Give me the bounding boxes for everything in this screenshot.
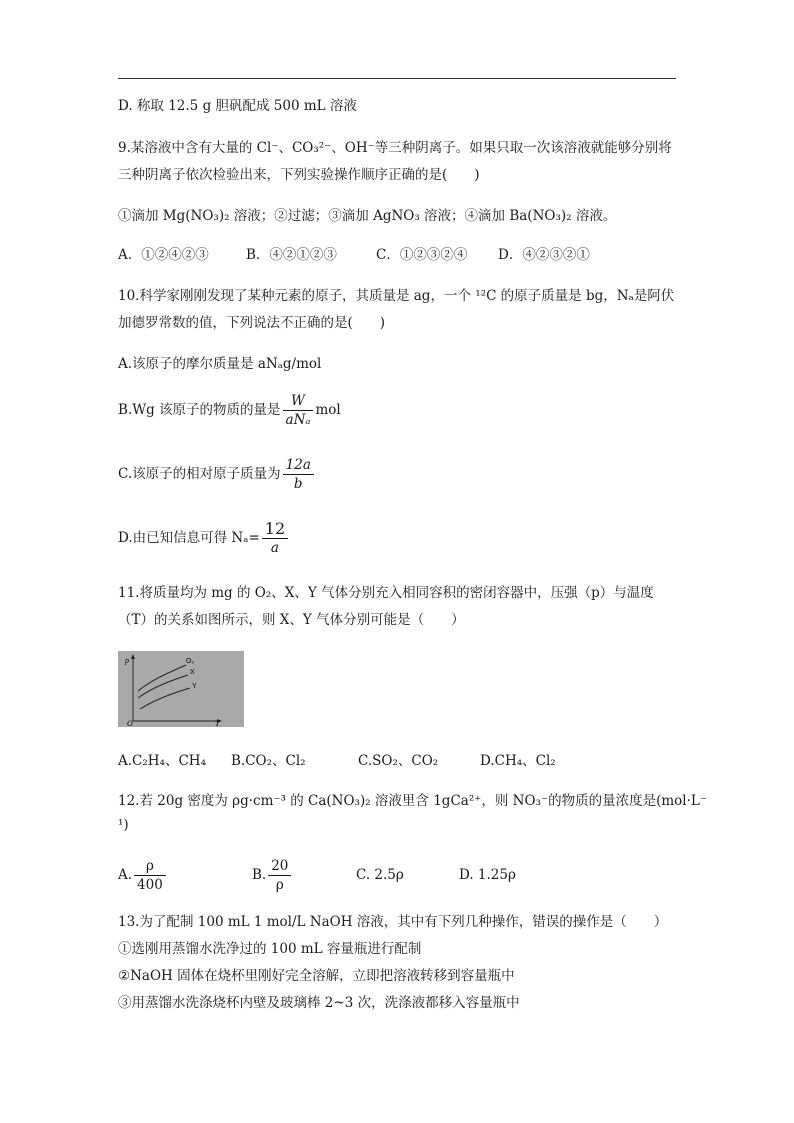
q10-option-d-fraction: [262, 520, 288, 557]
q13-item-2: ②NaOH 固体在烧杯里刚好完全溶解，立即把溶液转移到容量瓶中: [118, 968, 515, 984]
q10-option-c-prefix: C.该原子的相对原子质量为: [118, 466, 281, 482]
fraction-denominator: ρ: [275, 877, 284, 893]
q10-option-b: [118, 392, 341, 429]
origin-label: O: [127, 719, 133, 727]
q9-stem-line2: 三种阴离子依次检验出来，下列实验操作顺序正确的是( ): [118, 167, 480, 183]
fraction-denominator: 400: [137, 877, 163, 893]
q11-option-c: C.SO₂、CO₂: [358, 753, 439, 769]
q9-steps: ①滴加 Mg(NO₃)₂ 溶液；②过滤；③滴加 AgNO₃ 溶液；④滴加 Ba(NO₃)₂ 溶液。: [118, 208, 617, 224]
x-axis-label: T: [215, 719, 220, 727]
q10-stem-line1: 10.科学家刚刚发现了某种元素的原子，其质量是 ag，一个 ¹²C 的原子质量是 bg，Nₐ是阿伏: [118, 288, 675, 304]
fraction-numerator: W: [283, 392, 314, 411]
curve-label-x: X: [190, 669, 195, 676]
q12-option-b-fraction: [268, 857, 291, 894]
q12-option-a-prefix: A.: [118, 867, 133, 883]
q10-option-c-fraction: [283, 456, 314, 493]
q12-option-a-fraction: [134, 857, 166, 894]
fraction-numerator: 20: [268, 857, 291, 876]
q9-option-a: A．①②④②③: [118, 247, 209, 263]
q10-option-b-fraction: [283, 392, 314, 429]
q12-stem-line2: ¹): [118, 817, 129, 833]
fraction-numerator: 12a: [283, 456, 314, 475]
q11-options: [118, 752, 556, 770]
q11-pressure-temperature-graph: [118, 651, 244, 727]
fraction-denominator: aNₐ: [285, 412, 311, 428]
q12-option-a: [118, 856, 252, 894]
q12-option-b-prefix: B.: [252, 867, 267, 883]
curve-label-o2: O₂: [186, 658, 195, 665]
q9-options: [118, 246, 590, 264]
q11-option-b: B.CO₂、Cl₂: [231, 753, 306, 769]
q9-option-b: B．④②①②③: [246, 247, 337, 263]
curve-x: [138, 675, 188, 698]
q10-option-a: A.该原子的摩尔质量是 aNₐg/mol: [118, 356, 322, 372]
q10-option-b-prefix: B.Wg 该原子的物质的量是: [118, 402, 281, 418]
graph-svg: [118, 651, 244, 727]
curve-y: [140, 688, 190, 709]
fraction-denominator: b: [293, 476, 303, 492]
q12-stem-line1: 12.若 20g 密度为 ρg·cm⁻³ 的 Ca(NO₃)₂ 溶液里含 1gCa²⁺，则 NO₃⁻的物质的量浓度是(mol·L⁻: [118, 793, 707, 809]
q12-option-c: C. 2.5ρ: [356, 867, 404, 883]
fraction-numerator: 12: [262, 520, 288, 539]
fraction-numerator: ρ: [134, 857, 166, 876]
curve-label-y: Y: [192, 683, 197, 690]
q9-stem-line1: 9.某溶液中含有大量的 Cl⁻、CO₃²⁻、OH⁻等三种阴离子。如果只取一次该溶液就能够分别将: [118, 140, 672, 156]
q12-option-b: [252, 856, 356, 894]
q10-option-c: [118, 456, 316, 493]
q11-option-a: A.C₂H₄、CH₄: [118, 753, 206, 769]
q13-stem: 13.为了配制 100 mL 1 mol/L NaOH 溶液，其中有下列几种操作，错误的操作是（ ）: [118, 914, 668, 930]
q12-option-d: D. 1.25ρ: [459, 867, 516, 883]
q11-stem-line2: （T）的关系如图所示，则 X、Y 气体分别可能是（ ）: [118, 612, 465, 628]
q8-option-d: D. 称取 12.5 g 胆矾配成 500 mL 溶液: [118, 98, 357, 114]
y-axis-arrow: [131, 654, 135, 659]
q12-options: [118, 856, 516, 894]
q11-stem-line1: 11.将质量均为 mg 的 O₂、X、Y 气体分别充入相同容积的密闭容器中，压强（p）与温度: [118, 585, 654, 601]
q10-option-b-unit: mol: [315, 402, 341, 418]
q13-item-1: ①选刚用蒸馏水洗净过的 100 mL 容量瓶进行配制: [118, 941, 422, 957]
q9-option-d: D．④②③②①: [498, 247, 590, 263]
fraction-denominator: a: [270, 540, 279, 556]
q9-option-c: C．①②③②④: [376, 247, 468, 263]
q10-stem-line2: 加德罗常数的值，下列说法不正确的是( ): [118, 315, 386, 331]
q11-option-d: D.CH₄、Cl₂: [480, 753, 556, 769]
q10-option-d: [118, 518, 290, 558]
header-rule: [118, 78, 676, 79]
q13-item-3: ③用蒸馏水洗涤烧杯内壁及玻璃棒 2~3 次，洗涤液都移入容量瓶中: [118, 995, 520, 1011]
q10-option-d-prefix: D.由已知信息可得 Nₐ=: [118, 530, 260, 546]
y-axis-label: p: [125, 656, 129, 665]
